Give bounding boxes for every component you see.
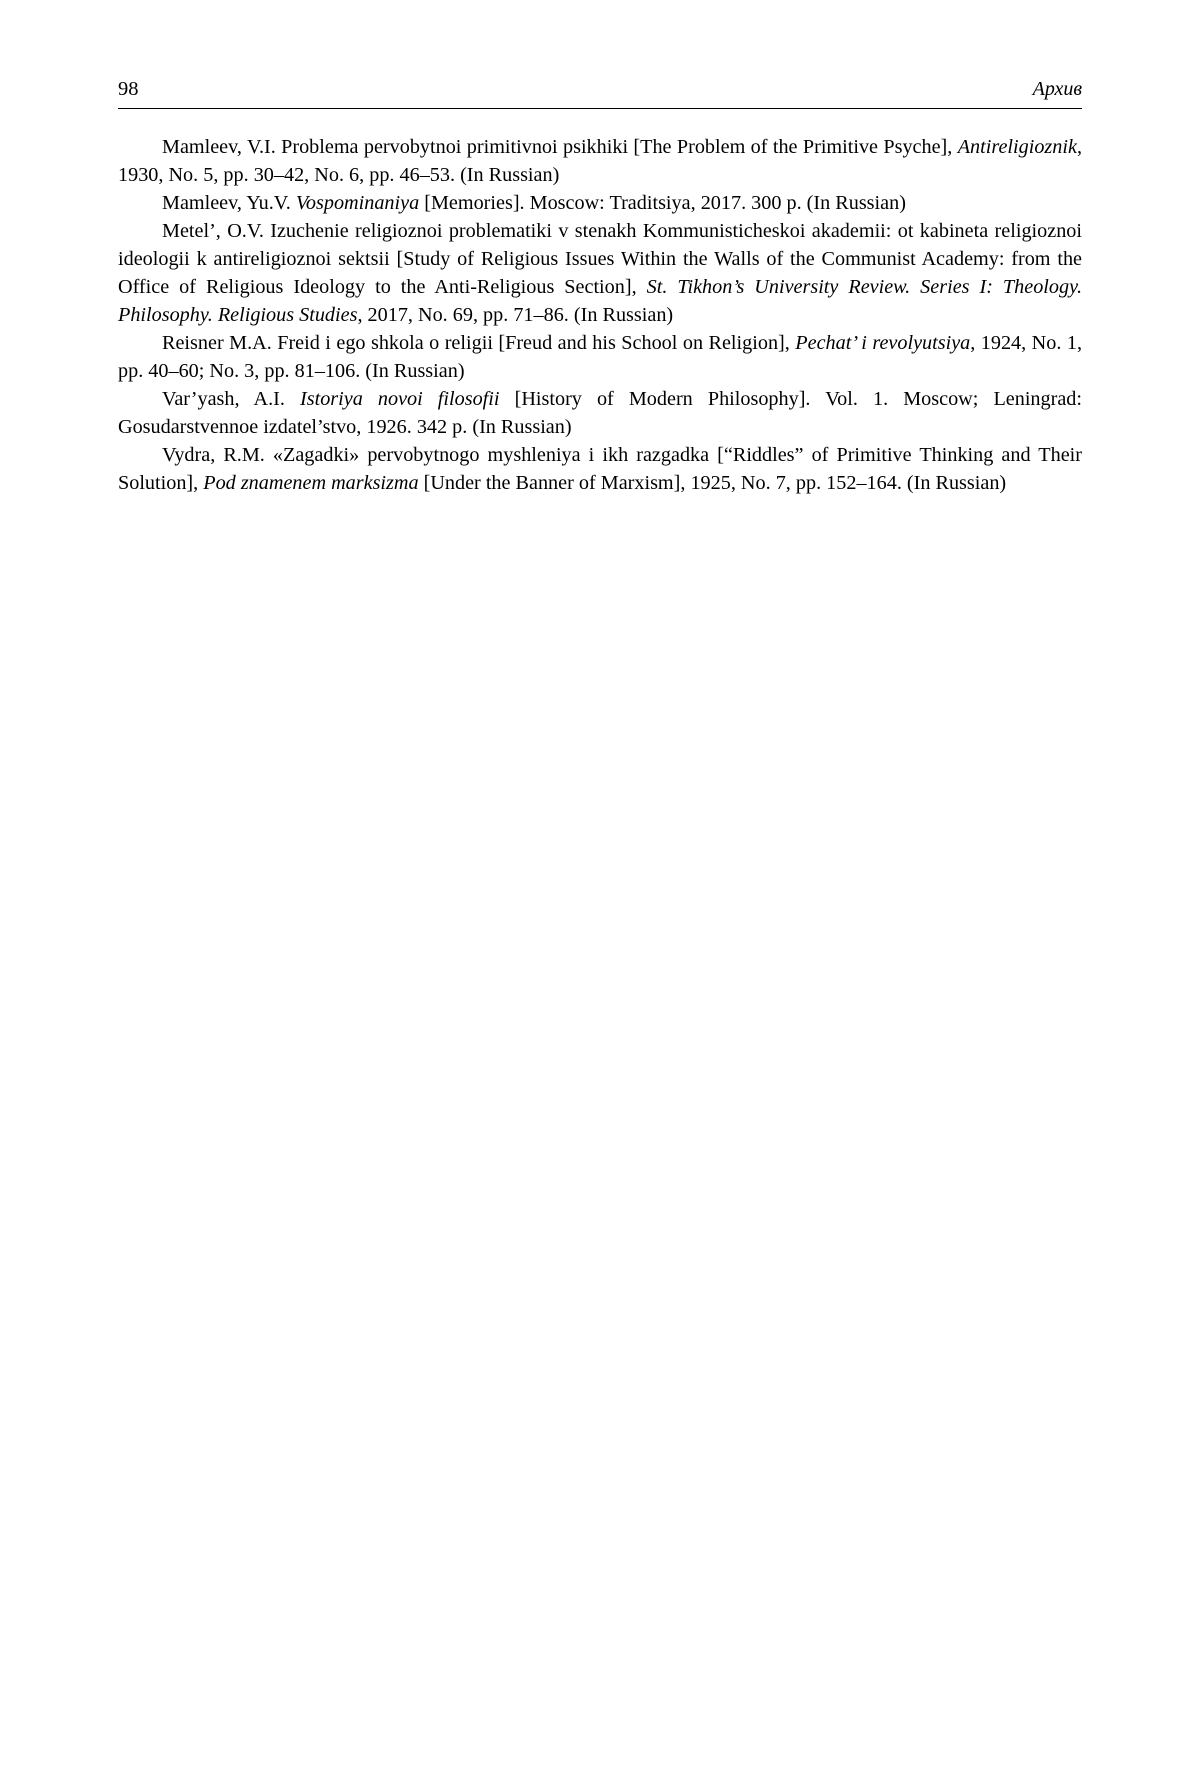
reference-text: Var’yash, A.I. [162, 387, 300, 410]
page-content [118, 78, 1082, 498]
reference-entry [118, 218, 1082, 330]
reference-title-italic: Antireligioznik [957, 136, 1077, 158]
reference-text: Mamleev, Yu.V. [162, 191, 296, 214]
reference-text: , 1930, No. 5, pp. 30–42, No. 6, pp. 46–53. (In Russian) [118, 136, 1082, 186]
reference-text: Mamleev, V.I. Problema pervobytnoi primitivnoi psikhiki [The Problem of the Primitive Psyche], [162, 136, 958, 158]
reference-entry [118, 330, 1082, 386]
reference-text: [Under the Banner of Marxism], 1925, No. 7, pp. 152–164. (In Russian) [418, 471, 1007, 494]
reference-entry [118, 134, 1082, 190]
running-head-title: Архив [1032, 78, 1082, 100]
running-head [118, 78, 1082, 109]
reference-title-italic: Istoriya novoi filosofii [300, 387, 500, 410]
reference-entry [118, 442, 1082, 498]
reference-title-italic: Vospominaniya [295, 191, 420, 214]
reference-entry [118, 190, 1082, 218]
reference-title-italic: Pod znamenem marksizma [203, 471, 419, 494]
page-number: 98 [118, 78, 139, 100]
reference-text: [History of Modern Philosophy]. Vol. 1. Moscow; Leningrad: Gosudarstvennoe izdatel’stvo, 1926. 342 p. (In Russian) [118, 387, 1083, 438]
reference-list [118, 134, 1082, 498]
reference-text: [Memories]. Moscow: Traditsiya, 2017. 300 p. (In Russian) [419, 191, 906, 214]
reference-text: Metel’, O.V. Izuchenie religioznoi problematiki v stenakh Kommunisticheskoi akademii: ot kabineta religioznoi ideologii k antireligioznoi sektsii [Study of Religious Issues Within the Walls of the Communist Academy: from the Office of Religious Ideology to the Anti-Religious Section], [118, 219, 1082, 298]
reference-title-italic: Pechat’ i revolyutsiya [795, 331, 971, 354]
reference-text: Reisner M.A. Freid i ego shkola o religii [Freud and his School on Religion], [162, 331, 796, 354]
reference-text: , 2017, No. 69, pp. 71–86. (In Russian) [357, 303, 674, 326]
reference-text: Vydra, R.M. «Zagadki» pervobytnogo myshleniya i ikh razgadka [“Riddles” of Primitive Thinking and Their Solution], [118, 443, 1082, 494]
reference-entry [118, 386, 1082, 442]
reference-text: , 1924, No. 1, pp. 40–60; No. 3, pp. 81–106. (In Russian) [118, 331, 1082, 382]
reference-title-italic: St. Tikhon’s University Review. Series I: Theology. Philosophy. Religious Studies [118, 275, 1082, 326]
